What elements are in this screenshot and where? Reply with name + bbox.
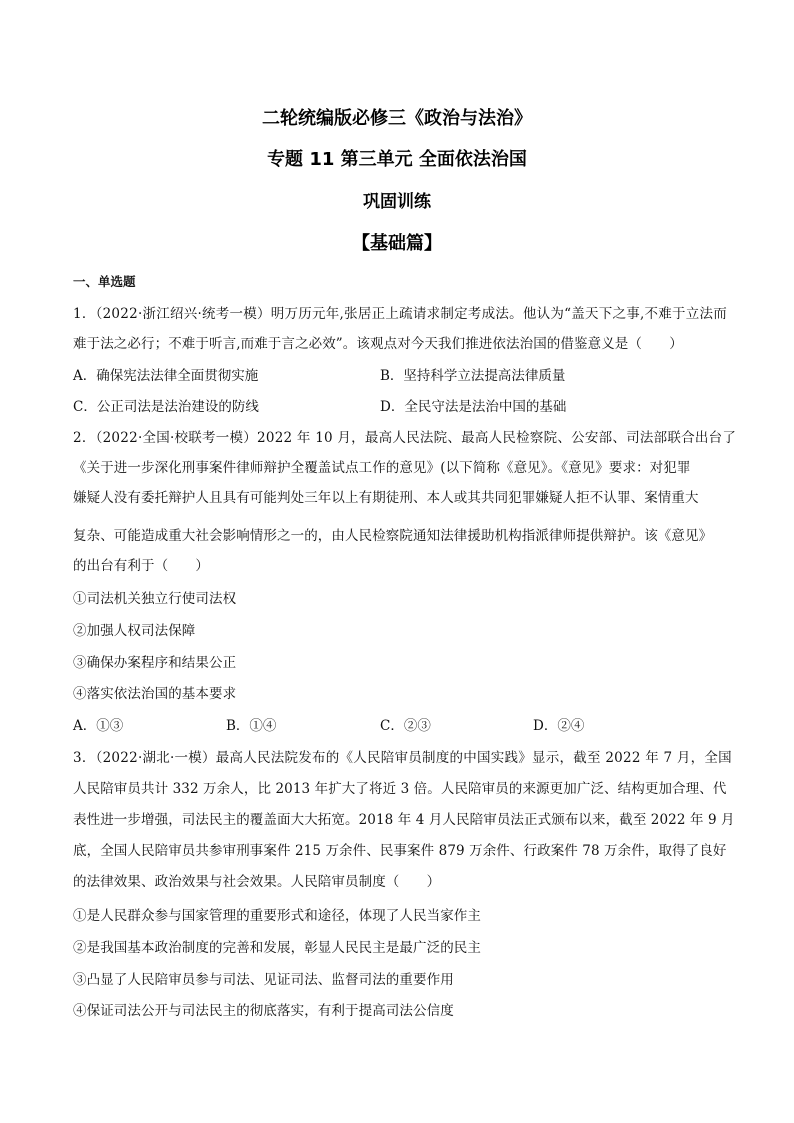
exercise-title: 巩固训练 bbox=[363, 192, 431, 212]
q3-statement-2: ②是我国基本政治制度的完善和发展，彰显人民民主是最广泛的民主 bbox=[73, 940, 481, 956]
q2-statement-4: ④落实依法治国的基本要求 bbox=[73, 686, 237, 702]
q2-option-a[interactable]: A．①③ bbox=[73, 718, 124, 734]
q2-option-b[interactable]: B．①④ bbox=[226, 718, 277, 734]
q1-stem-line-1: 1．（2022·浙江绍兴·统考一模）明万历元年,张居正上疏请求制定考成法。他认为“盖天下之事,不难于立法而 bbox=[73, 306, 728, 322]
q2-stem-line-5: 的出台有利于（ ） bbox=[73, 558, 209, 574]
q3-statement-1: ①是人民群众参与国家管理的重要形式和途径，体现了人民当家作主 bbox=[73, 908, 481, 924]
q3-stem-line-1: 3．（2022·湖北·一模）最高人民法院发布的《人民陪审员制度的中国实践》显示，截至 2022 年 7 月，全国 bbox=[73, 750, 732, 766]
topic-title: 专题 11 第三单元 全面依法治国 bbox=[267, 149, 527, 170]
q3-stem-line-2: 人民陪审员共计 332 万余人，比 2013 年扩大了将近 3 倍。人民陪审员的来源更加广泛、结构更加合理、代 bbox=[73, 781, 727, 797]
document-title: 二轮统编版必修三《政治与法治》 bbox=[262, 108, 532, 129]
q2-statement-1: ①司法机关独立行使司法权 bbox=[73, 591, 237, 607]
q1-option-c[interactable]: C．公正司法是法治建设的防线 bbox=[73, 399, 259, 415]
section-heading: 一、单选题 bbox=[73, 274, 136, 289]
q2-option-c[interactable]: C．②③ bbox=[380, 718, 431, 734]
q1-option-a[interactable]: A．确保宪法法律全面贯彻实施 bbox=[73, 368, 259, 384]
q2-statement-2: ②加强人权司法保障 bbox=[73, 623, 196, 639]
q3-stem-line-5: 的法律效果、政治效果与社会效果。人民陪审员制度（ ） bbox=[73, 874, 441, 890]
q3-statement-3: ③凸显了人民陪审员参与司法、见证司法、监督司法的重要作用 bbox=[73, 972, 454, 988]
q3-statement-4: ④保证司法公开与司法民主的彻底落实，有利于提高司法公信度 bbox=[73, 1003, 454, 1019]
q2-stem-line-2: 《关于进一步深化刑事案件律师辩护全覆盖试点工作的意见》(以下简称《意见》。《意见》要求：对犯罪 bbox=[73, 460, 691, 476]
q1-option-b[interactable]: B．坚持科学立法提高法律质量 bbox=[380, 368, 566, 384]
q3-stem-line-3: 表性进一步增强，司法民主的覆盖面大大拓宽。2018 年 4 月人民陪审员法正式颁布以来，截至 2022 年 9 月 bbox=[73, 812, 735, 828]
q1-option-d[interactable]: D．全民守法是法治中国的基础 bbox=[380, 399, 567, 415]
q2-option-d[interactable]: D．②④ bbox=[533, 718, 585, 734]
part-title: 【基础篇】 bbox=[352, 233, 442, 254]
q2-stem-line-1: 2．（2022·全国·校联考一模）2022 年 10 月，最高人民法院、最高人民检察院、公安部、司法部联合出台了 bbox=[73, 430, 737, 446]
q2-stem-line-3: 嫌疑人没有委托辩护人且具有可能判处三年以上有期徒刑、本人或其共同犯罪嫌疑人拒不认罪、案情重大 bbox=[73, 490, 699, 506]
q3-stem-line-4: 底，全国人民陪审员共参审刑事案件 215 万余件、民事案件 879 万余件、行政案件 78 万余件，取得了良好 bbox=[73, 843, 727, 859]
q2-stem-line-4: 复杂、可能造成重大社会影响情形之一的，由人民检察院通知法律援助机构指派律师提供辩护。该《意见》 bbox=[73, 528, 713, 544]
q2-statement-3: ③确保办案程序和结果公正 bbox=[73, 655, 237, 671]
q1-stem-line-2: 难于法之必行；不难于听言,而难于言之必效”。该观点对今天我们推进依法治国的借鉴意义是（ ） bbox=[73, 336, 683, 352]
